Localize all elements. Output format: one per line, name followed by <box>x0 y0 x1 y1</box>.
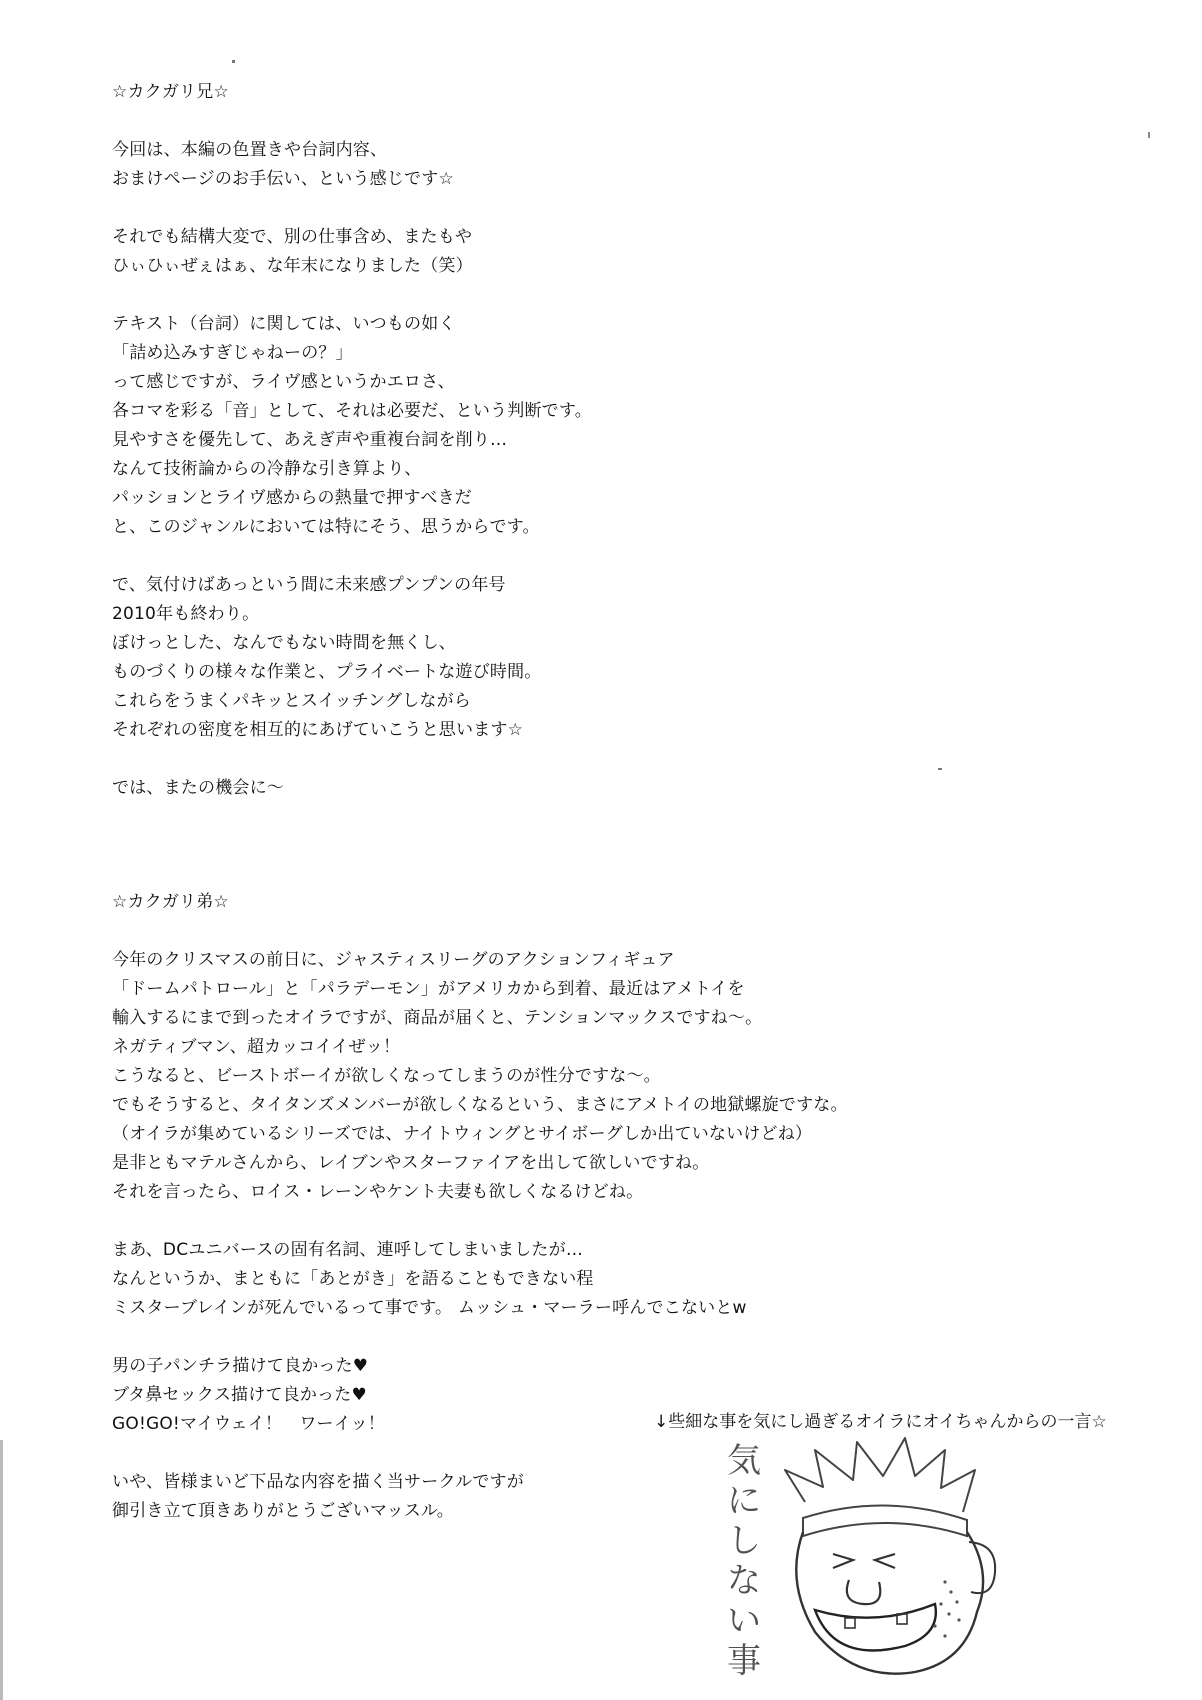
illustration-caption: ↓些細な事を気にし過ぎるオイラにオイちゃんからの一言☆ <box>654 1412 1107 1432</box>
text-line: こうなると、ビーストボーイが欲しくなってしまうのが性分ですな～。 <box>112 1066 661 1086</box>
handwritten-text: 気にしない事 <box>727 1441 761 1681</box>
text-line: GO!GO!マイウェイ！ ワーイッ！ <box>112 1414 385 1434</box>
text-line: なんというか、まともに「あとがき」を語ることもできない程 <box>112 1269 594 1289</box>
right-eye <box>875 1554 895 1568</box>
text-line: ひぃひぃぜぇはぁ、な年末になりました（笑） <box>112 256 473 276</box>
paragraph <box>112 946 1112 1207</box>
text-line: ぼけっとした、なんでもない時間を無くし、 <box>112 633 456 653</box>
text-line: ブタ鼻セックス描けて良かった♥ <box>112 1385 367 1405</box>
paragraph <box>112 136 1112 194</box>
text-line: ミスターブレインが死んでいるって事です。 ムッシュ・マーラー呼んでこないとw <box>112 1298 747 1318</box>
stubble <box>933 1580 960 1637</box>
left-eye <box>833 1554 853 1568</box>
text-line: 輸入するにまで到ったオイラですが、商品が届くと、テンションマックスですね～。 <box>112 1008 763 1028</box>
text-line: いや、皆様まいど下品な内容を描く当サークルですが <box>112 1472 524 1492</box>
headband <box>803 1505 967 1536</box>
text-line: 2010年も終わり。 <box>112 604 260 624</box>
text-line: テキスト（台詞）に関しては、いつもの如く <box>112 314 456 334</box>
scan-edge <box>0 1440 3 1700</box>
scan-speck <box>232 60 235 63</box>
section-heading: ☆カクガリ弟☆ <box>112 892 229 912</box>
text-line: 御引き立て頂きありがとうございマッスル。 <box>112 1501 454 1521</box>
paragraph <box>112 571 1112 745</box>
text-line: それでも結構大変で、別の仕事含め、またもや <box>112 227 473 247</box>
text-line: 「ドームパトロール」と「パラデーモン」がアメリカから到着、最近はアメトイを <box>112 979 745 999</box>
text-line: 「詰め込みすぎじゃねーの？」 <box>112 343 353 363</box>
text-line: それぞれの密度を相互的にあげていこうと思います☆ <box>112 720 524 740</box>
section-kakugari-elder <box>112 78 1112 832</box>
section-heading: ☆カクガリ兄☆ <box>112 82 229 102</box>
text-line: 今回は、本編の色置きや台詞内容、 <box>112 140 388 160</box>
text-line: なんて技術論からの冷静な引き算より、 <box>112 459 422 479</box>
paragraph <box>112 1236 1112 1323</box>
text-line: 是非ともマテルさんから、レイブンやスターファイアを出して欲しいですね。 <box>112 1153 710 1173</box>
face-outline <box>796 1532 983 1674</box>
nose <box>847 1580 880 1604</box>
paragraph <box>112 223 1112 281</box>
text-line: 男の子パンチラ描けて良かった♥ <box>112 1356 369 1376</box>
text-line: まあ、DCユニバースの固有名詞、連呼してしまいましたが… <box>112 1240 584 1260</box>
section-body <box>112 136 1112 803</box>
text-line: では、またの機会に～ <box>112 778 284 798</box>
text-line: と、このジャンルにおいては特にそう、思うからです。 <box>112 517 540 537</box>
text-line: 見やすさを優先して、あえぎ声や重複台詞を削り… <box>112 430 508 450</box>
mouth <box>815 1604 936 1651</box>
text-line: これらをうまくパキッとスイッチングしながら <box>112 691 471 711</box>
paragraph <box>112 774 1112 803</box>
hair-outline <box>785 1438 975 1512</box>
text-line: って感じですが、ライヴ感というかエロさ、 <box>112 372 455 392</box>
text-line: ものづくりの様々な作業と、プライベートな遊び時間。 <box>112 662 542 682</box>
text-line: 各コマを彩る「音」として、それは必要だ、という判断です。 <box>112 401 592 421</box>
paragraph <box>112 310 1112 542</box>
text-line: でもそうすると、タイタンズメンバーが欲しくなるという、まさにアメトイの地獄螺旋ですな。 <box>112 1095 848 1115</box>
text-line: で、気付けばあっという間に未来感プンプンの年号 <box>112 575 506 595</box>
character-sketch <box>727 1432 1125 1694</box>
scan-speck <box>938 768 942 770</box>
text-line: （オイラが集めているシリーズでは、ナイトウィングとサイボーグしか出ていないけどね） <box>112 1124 813 1144</box>
scan-speck <box>1148 132 1150 138</box>
text-line: パッションとライヴ感からの熱量で押すべきだ <box>112 488 473 508</box>
text-line: ネガティブマン、超カッコイイぜッ！ <box>112 1037 401 1057</box>
text-line: それを言ったら、ロイス・レーンやケント夫妻も欲しくなるけどね。 <box>112 1182 644 1202</box>
text-line: おまけページのお手伝い、という感じです☆ <box>112 169 454 189</box>
text-line: 今年のクリスマスの前日に、ジャスティスリーグのアクションフィギュア <box>112 950 675 970</box>
